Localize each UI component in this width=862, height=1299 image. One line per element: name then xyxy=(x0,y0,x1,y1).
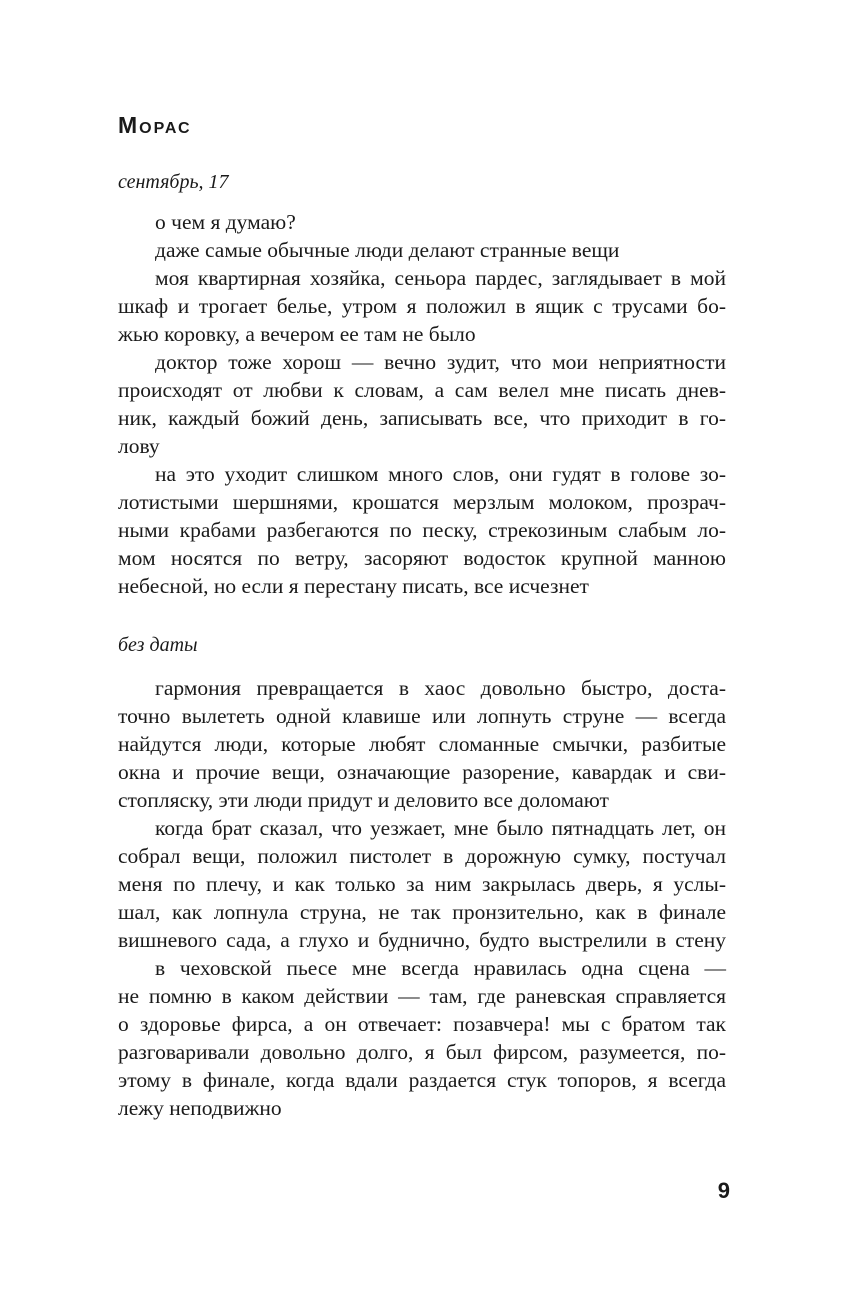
text-line: даже самые обычные люди делают странные вещи xyxy=(155,238,620,262)
text-line: стопляску, эти люди придут и деловито все доломают xyxy=(118,788,609,812)
text-line: лову xyxy=(118,434,160,458)
text-line: на это уходит слишком много слов, они гудят в голове зо- xyxy=(155,462,726,486)
text-line: жью коровку, а вечером ее там не было xyxy=(118,322,476,346)
text-line: лотистыми шершнями, крошатся мерзлым молоком, прозрач- xyxy=(118,490,726,514)
text-line: когда брат сказал, что уезжает, мне было пятнадцать лет, он xyxy=(155,816,726,840)
text-line: мом носятся по ветру, засоряют водосток крупной манною xyxy=(118,546,726,570)
chapter-heading: Морас xyxy=(118,112,192,138)
text-line: шал, как лопнула струна, не так пронзительно, как в финале xyxy=(118,900,726,924)
text-line: моя квартирная хозяйка, сеньора пардес, заглядывает в мой xyxy=(155,266,726,290)
entry-date: сентябрь, 17 xyxy=(118,171,229,193)
text-line: вишневого сада, а глухо и буднично, будто выстрелили в стену xyxy=(118,928,726,952)
text-line: найдутся люди, которые любят сломанные смычки, разбитые xyxy=(118,732,726,756)
text-line: ными крабами разбегаются по песку, стрекозиным слабым ло- xyxy=(118,518,726,542)
text-line: лежу неподвижно xyxy=(118,1096,282,1120)
text-line: ник, каждый божий день, записывать все, что приходит в го- xyxy=(118,406,726,430)
text-line: происходят от любви к словам, а сам велел мне писать днев- xyxy=(118,378,726,402)
text-line: окна и прочие вещи, означающие разорение, кавардак и сви- xyxy=(118,760,726,784)
text-line: доктор тоже хорош — вечно зудит, что мои неприятности xyxy=(155,350,726,374)
text-line: шкаф и трогает белье, утром я положил в ящик с трусами бо- xyxy=(118,294,726,318)
text-line: небесной, но если я перестану писать, все исчезнет xyxy=(118,574,589,598)
text-line: гармония превращается в хаос довольно быстро, доста- xyxy=(155,676,726,700)
text-line: разговаривали довольно долго, я был фирсом, разумеется, по- xyxy=(118,1040,726,1064)
text-line: собрал вещи, положил пистолет в дорожную сумку, постучал xyxy=(118,844,726,868)
text-line: этому в финале, когда вдали раздается стук топоров, я всегда xyxy=(118,1068,726,1092)
text-line: о здоровье фирса, а он отвечает: позавчера! мы с братом так xyxy=(118,1012,726,1036)
text-line: меня по плечу, и как только за ним закрылась дверь, я услы- xyxy=(118,872,726,896)
entry-date: без даты xyxy=(118,634,198,656)
text-line: точно вылететь одной клавише или лопнуть струне — всегда xyxy=(118,704,726,728)
page-number: 9 xyxy=(717,1178,730,1203)
text-line: в чеховской пьесе мне всегда нравилась одна сцена — xyxy=(155,956,726,980)
text-line: о чем я думаю? xyxy=(155,210,296,234)
text-line: не помню в каком действии — там, где раневская справляется xyxy=(118,984,726,1008)
